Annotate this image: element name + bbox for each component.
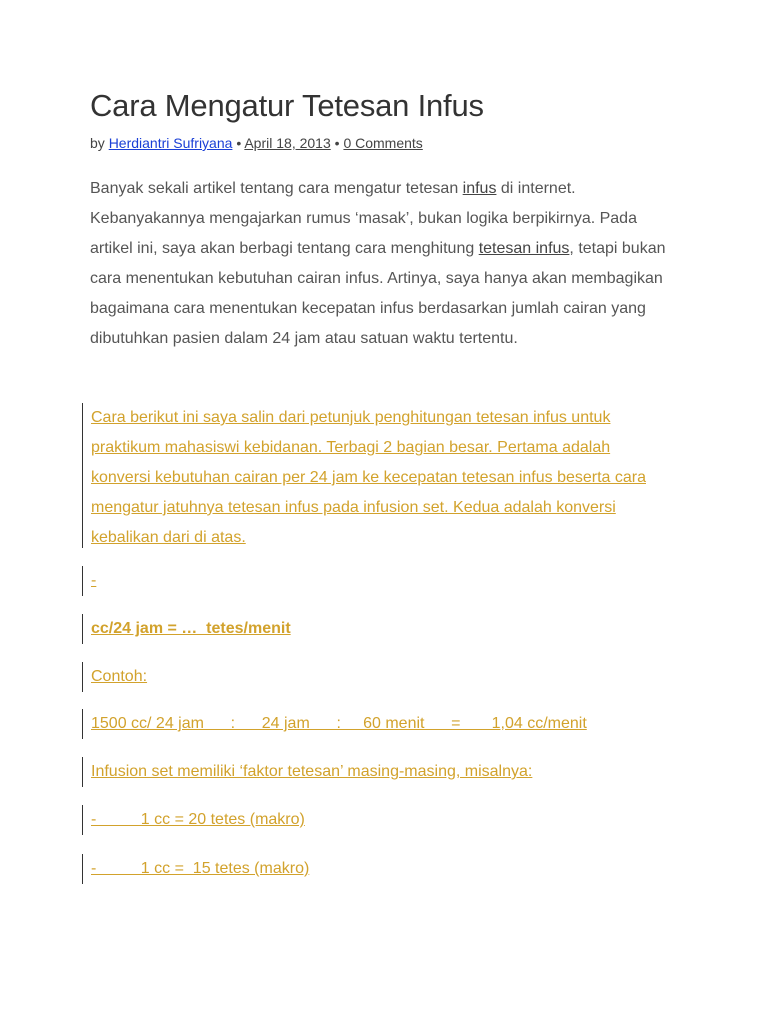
blockquote-contoh [82,662,147,692]
example-text[interactable]: 1500 cc/ 24 jam : 24 jam : 60 menit = 1,04 cc/menit [91,715,587,732]
article-title: Cara Mengatur Tetesan Infus [90,88,484,123]
blockquote-factor-1 [82,805,305,835]
intro-text: di internet. Kebanyakannya mengajarkan rumus ‘masak’, bukan logika berpikirnya. Pada artikel ini, saya akan berbagi tentang cara menghitung [90,180,637,257]
byline-separator: • [236,135,242,151]
blockquote-infusion-set [82,757,532,787]
blockquote-formula [82,614,291,644]
factor-2-text[interactable]: - 1 cc = 15 tetes (makro) [91,860,310,877]
contoh-text[interactable]: Contoh: [91,668,148,685]
intro-text: , tetapi bukan cara menentukan kebutuhan cairan infus. Artinya, saya hanya akan membagikan bagaimana cara menentukan kecepatan infus berdasarkan jumlah cairan yang dibutuhkan pasien dalam 24 jam atau satuan waktu tertentu. [90,240,666,347]
intro-text: Banyak sekali artikel tentang cara mengatur tetesan [90,180,463,197]
comments-link[interactable]: 0 Comments [343,135,423,151]
blockquote-intro [82,403,661,548]
formula-text[interactable]: cc/24 jam = … tetes/menit [91,620,291,637]
factor-1-text[interactable]: - 1 cc = 20 tetes (makro) [91,811,305,828]
intro-paragraph [90,174,680,354]
quote-text[interactable]: Cara berikut ini saya salin dari petunjuk penghitungan tetesan infus untuk praktikum mahasiswi kebidanan. Terbagi 2 bagian besar. Pertama adalah konversi kebutuhan cairan per 24 jam ke kecepatan tetesan infus beserta cara mengatur jatuhnya tetesan infus pada infusion set. Kedua adalah konversi kebalikan dari di atas. [91,409,646,546]
quote-dash-text[interactable]: - [91,572,97,589]
infusion-set-text[interactable]: Infusion set memiliki ‘faktor tetesan’ masing-masing, misalnya: [91,763,533,780]
byline-prefix: by [90,135,105,151]
blockquote-factor-2 [82,854,309,884]
blockquote-dash [82,566,96,596]
byline [90,135,423,151]
tetesan-infus-link[interactable]: tetesan infus [478,240,570,257]
date-link[interactable]: April 18, 2013 [244,135,331,151]
infus-link[interactable]: infus [462,180,497,197]
byline-separator: • [334,135,340,151]
blockquote-example [82,709,587,739]
author-link[interactable]: Herdiantri Sufriyana [108,135,233,151]
